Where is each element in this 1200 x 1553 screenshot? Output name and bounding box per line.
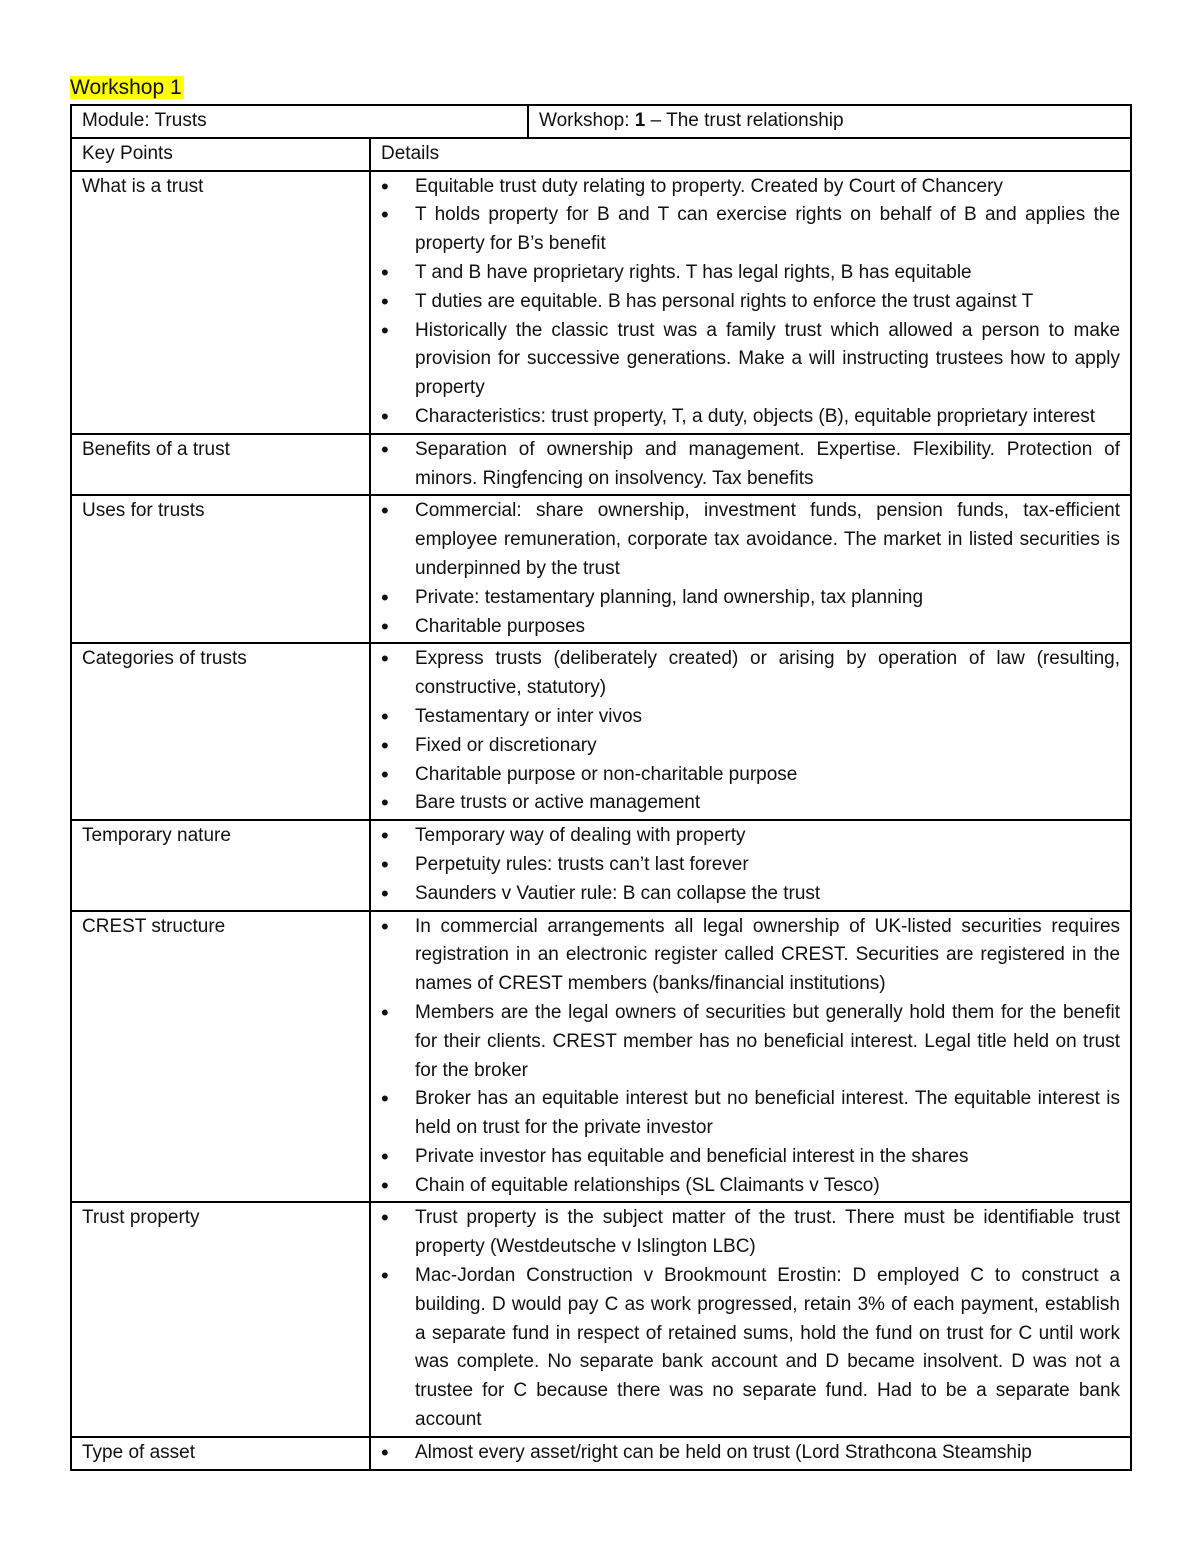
- details-cell: [370, 911, 1131, 1203]
- key-points-header: Key Points: [71, 138, 370, 171]
- bullet-list: [381, 497, 1120, 641]
- module-cell: Module: Trusts: [71, 105, 528, 138]
- list-item: • Historically the classic trust was a family trust which allowed a person to make provision for successive generations. Make a will instructing trustees how to apply property: [381, 317, 1120, 403]
- details-cell: [370, 434, 1131, 496]
- list-item: • T holds property for B and T can exercise rights on behalf of B and applies the property for B’s benefit: [381, 201, 1120, 259]
- table-row: [71, 495, 1131, 643]
- list-item: • Testamentary or inter vivos: [381, 703, 1120, 732]
- list-item: • In commercial arrangements all legal ownership of UK-listed securities requires registration in an electronic register called CREST. Securities are registered in the names of CREST members (banks/financial institutions): [381, 913, 1120, 999]
- table-row: [71, 171, 1131, 434]
- module-header-row: [71, 105, 1131, 138]
- list-item: • Characteristics: trust property, T, a duty, objects (B), equitable proprietary interest: [381, 403, 1120, 432]
- list-item: • Fixed or discretionary: [381, 732, 1120, 761]
- key-point-cell: Benefits of a trust: [71, 434, 370, 496]
- table-row: [71, 643, 1131, 820]
- table-row: [71, 911, 1131, 1203]
- list-item: • Bare trusts or active management: [381, 789, 1120, 818]
- list-item: • Equitable trust duty relating to property. Created by Court of Chancery: [381, 173, 1120, 202]
- key-point-cell: CREST structure: [71, 911, 370, 1203]
- workshop-cell: [528, 105, 1131, 138]
- bullet-list: [381, 822, 1120, 908]
- details-cell: [370, 495, 1131, 643]
- table-row: [71, 1437, 1131, 1470]
- bullet-list: [381, 436, 1120, 494]
- list-item: • Members are the legal owners of securities but generally hold them for the benefit for their clients. CREST member has no beneficial interest. Legal title held on trust for the broker: [381, 999, 1120, 1085]
- bullet-list: [381, 1439, 1120, 1468]
- list-item: • Separation of ownership and management. Expertise. Flexibility. Protection of minors. Ringfencing on insolvency. Tax benefits: [381, 436, 1120, 494]
- list-item: • T and B have proprietary rights. T has legal rights, B has equitable: [381, 259, 1120, 288]
- workshop-table: [70, 104, 1132, 1471]
- list-item: • Private investor has equitable and beneficial interest in the shares: [381, 1143, 1120, 1172]
- table-row: [71, 820, 1131, 910]
- list-item: • Charitable purpose or non-charitable purpose: [381, 761, 1120, 790]
- list-item: • Perpetuity rules: trusts can’t last forever: [381, 851, 1120, 880]
- list-item: • Saunders v Vautier rule: B can collapse the trust: [381, 880, 1120, 909]
- workshop-number: 1: [634, 110, 646, 131]
- key-point-cell: Uses for trusts: [71, 495, 370, 643]
- bullet-list: [381, 913, 1120, 1201]
- table-row: [71, 434, 1131, 496]
- document-title-text: Workshop 1: [70, 76, 182, 99]
- details-cell: [370, 171, 1131, 434]
- key-point-cell: What is a trust: [71, 171, 370, 434]
- key-point-cell: Trust property: [71, 1202, 370, 1436]
- key-point-cell: Categories of trusts: [71, 643, 370, 820]
- list-item: • Commercial: share ownership, investment funds, pension funds, tax-efficient employee remuneration, corporate tax avoidance. The market in listed securities is underpinned by the trust: [381, 497, 1120, 583]
- bullet-list: [381, 1204, 1120, 1434]
- list-item: • Broker has an equitable interest but no beneficial interest. The equitable interest is held on trust for the private investor: [381, 1085, 1120, 1143]
- details-header: Details: [370, 138, 1131, 171]
- details-cell: [370, 820, 1131, 910]
- list-item: • Private: testamentary planning, land ownership, tax planning: [381, 584, 1120, 613]
- details-cell: [370, 643, 1131, 820]
- list-item: • Trust property is the subject matter of the trust. There must be identifiable trust property (Westdeutsche v Islington LBC): [381, 1204, 1120, 1262]
- table-row: [71, 1202, 1131, 1436]
- key-point-cell: Type of asset: [71, 1437, 370, 1470]
- bullet-list: [381, 173, 1120, 432]
- list-item: • Express trusts (deliberately created) or arising by operation of law (resulting, constructive, statutory): [381, 645, 1120, 703]
- workshop-subtitle: – The trust relationship: [645, 110, 844, 131]
- bullet-list: [381, 645, 1120, 818]
- list-item: • Charitable purposes: [381, 613, 1120, 642]
- document-title: [70, 74, 184, 102]
- list-item: • T duties are equitable. B has personal rights to enforce the trust against T: [381, 288, 1120, 317]
- list-item: • Almost every asset/right can be held on trust (Lord Strathcona Steamship: [381, 1439, 1120, 1468]
- column-header-row: [71, 138, 1131, 171]
- list-item: • Temporary way of dealing with property: [381, 822, 1120, 851]
- list-item: • Chain of equitable relationships (SL Claimants v Tesco): [381, 1172, 1120, 1201]
- key-point-cell: Temporary nature: [71, 820, 370, 910]
- list-item: • Mac-Jordan Construction v Brookmount Erostin: D employed C to construct a building. D would pay C as work progressed, retain 3% of each payment, establish a separate fund in respect of retained sums, hold the fund on trust for C until work was complete. No separate bank account and D became insolvent. D was not a trustee for C because there was no separate fund. Had to be a separate bank account: [381, 1262, 1120, 1435]
- details-cell: [370, 1202, 1131, 1436]
- workshop-prefix: Workshop:: [539, 110, 635, 131]
- details-cell: [370, 1437, 1131, 1470]
- table-body: [71, 171, 1131, 1470]
